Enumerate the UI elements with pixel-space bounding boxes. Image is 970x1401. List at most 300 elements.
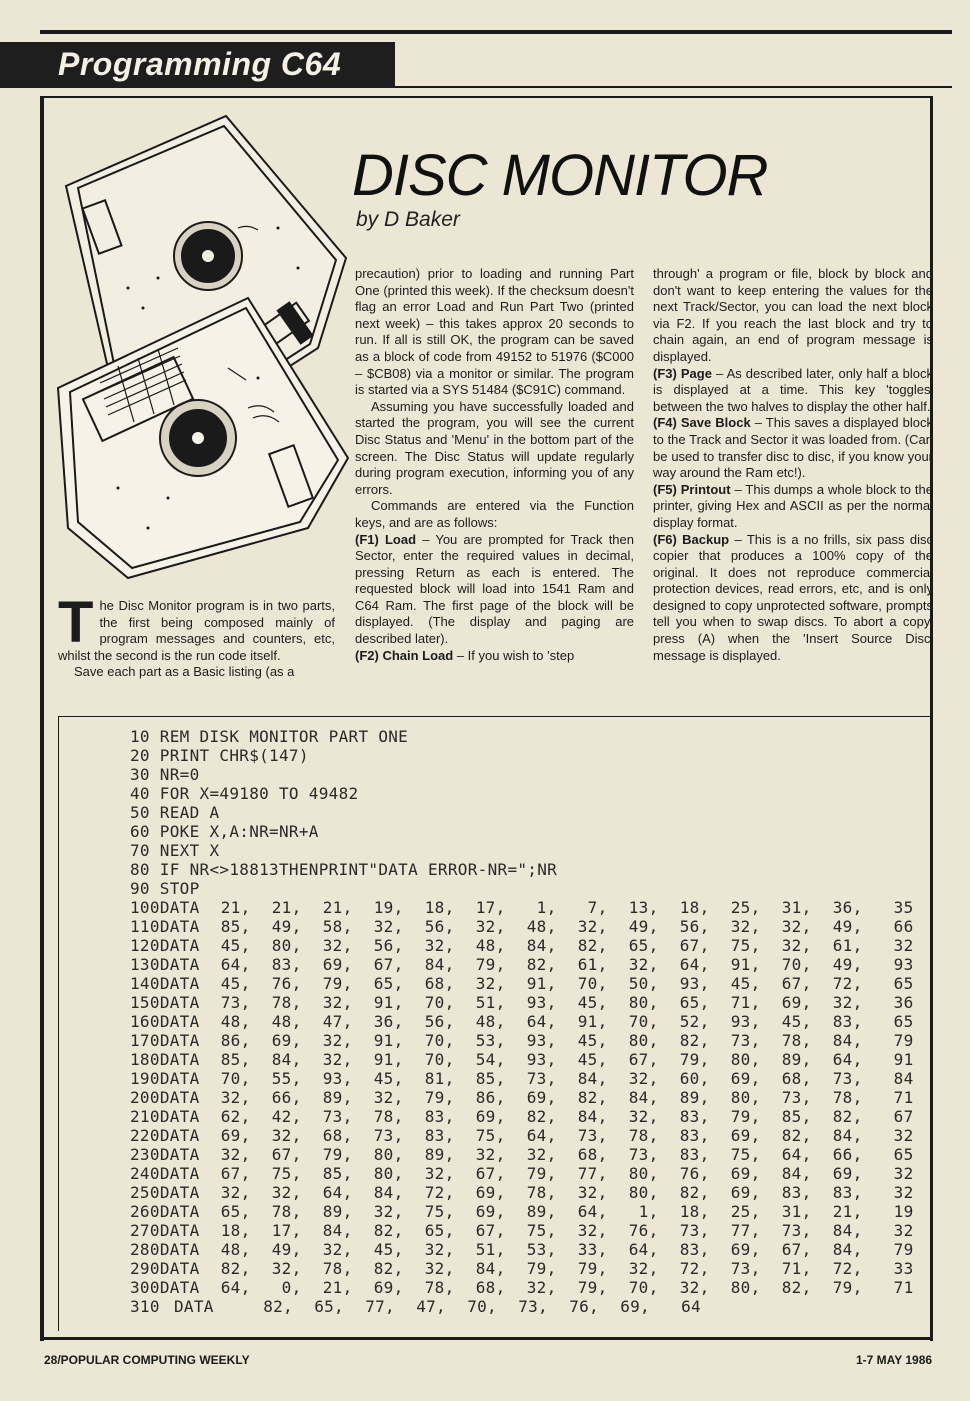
- data-value: 18,: [220, 1221, 251, 1240]
- data-value: 32,: [781, 917, 812, 936]
- data-value: 82,: [373, 1259, 404, 1278]
- line-number: 250: [130, 1183, 160, 1202]
- data-value: 49,: [628, 917, 659, 936]
- text-column-2: [355, 266, 634, 664]
- data-value: 68,: [781, 1069, 812, 1088]
- data-value: 85,: [220, 1050, 251, 1069]
- data-value: 65: [893, 1145, 914, 1164]
- command-desc: – This saves a displayed block to the Track and Sector it was loaded from. (Can be used to transfer disc to disc, if you know your way around the Ram etc!).: [653, 415, 933, 481]
- frame-left-rule: [40, 96, 44, 1341]
- data-line: [130, 955, 914, 974]
- top-rule: [40, 30, 952, 34]
- data-value: 17,: [271, 1221, 302, 1240]
- data-value: 73,: [577, 1126, 608, 1145]
- data-value: 69,: [730, 1126, 761, 1145]
- data-value: 52,: [679, 1012, 710, 1031]
- data-values: [200, 1145, 914, 1164]
- data-value: 73,: [781, 1088, 812, 1107]
- line-number: 200: [130, 1088, 160, 1107]
- data-value: 32,: [628, 1107, 659, 1126]
- data-value: 69,: [781, 993, 812, 1012]
- data-value: 73,: [781, 1221, 812, 1240]
- data-value: 67,: [781, 1240, 812, 1259]
- frame-top-rule: [40, 96, 933, 98]
- line-number: 210: [130, 1107, 160, 1126]
- data-value: 50,: [628, 974, 659, 993]
- data-value: 72,: [832, 974, 863, 993]
- data-value: 81,: [424, 1069, 455, 1088]
- data-value: 89,: [781, 1050, 812, 1069]
- line-number: 140: [130, 974, 160, 993]
- command-desc: – You are prompted for Track then Sector, enter the required values in decimal, pressing Return as each is entered. The requested block will load into 1541 Ram and C64 Ram. The first page of the block will be displayed. (The display and paging are described later).: [355, 531, 634, 647]
- data-value: 64,: [220, 1278, 251, 1297]
- data-keyword: DATA: [159, 1107, 200, 1126]
- command-f1: [355, 532, 634, 648]
- paragraph: precaution) prior to loading and running Part One (printed this week). If the checksum doesn't flag an error Load and Run Part Two (printed next week) – this takes approx 20 seconds to run. If all is still OK, the program can be saved as a block of code from 49152 to 51976 ($C000 – $CB08) via a monitor or similar. The program is started via a SYS 51484 ($C91C) command.: [355, 266, 634, 398]
- data-value: 69,: [832, 1164, 863, 1183]
- data-values: [200, 1126, 914, 1145]
- data-line: [130, 917, 914, 936]
- command-desc: – As described later, only half a block is displayed at a time. This key 'toggles' between the two halves to display the other half.: [653, 365, 934, 414]
- data-value: 73,: [220, 993, 251, 1012]
- data-value: 71,: [781, 1259, 812, 1278]
- data-value: 72,: [832, 1259, 863, 1278]
- data-value: 89,: [526, 1202, 557, 1221]
- data-keyword: DATA: [174, 1297, 214, 1316]
- data-values: [200, 955, 914, 974]
- data-value: 80,: [628, 1183, 659, 1202]
- data-value: 32,: [322, 1031, 353, 1050]
- data-value: 64,: [322, 1183, 353, 1202]
- command-f4: [653, 415, 933, 481]
- data-value: 93,: [526, 1050, 557, 1069]
- data-value: 42,: [271, 1107, 302, 1126]
- data-value: 69,: [730, 1183, 761, 1202]
- data-value: 1,: [536, 898, 557, 917]
- data-value: 83,: [424, 1126, 455, 1145]
- data-value: 70,: [577, 974, 608, 993]
- data-value: 83,: [679, 1126, 710, 1145]
- data-value: 55,: [271, 1069, 302, 1088]
- data-value: 21,: [322, 1278, 353, 1297]
- data-value: 32,: [628, 1069, 659, 1088]
- intro-paragraph: [58, 590, 335, 664]
- data-value: 61,: [832, 936, 863, 955]
- data-value: 67,: [679, 936, 710, 955]
- line-number: 310: [130, 1297, 160, 1316]
- paragraph: Assuming you have successfully loaded and started the program, you will see the current Disc Status and 'Menu' in the bottom part of the screen. The Disc Status will update regularly during program execution, informing you of any errors.: [355, 398, 634, 497]
- data-value: 65,: [424, 1221, 455, 1240]
- data-value: 32,: [322, 936, 353, 955]
- section-title: Programming C64: [58, 46, 342, 82]
- data-value: 32,: [628, 955, 659, 974]
- data-value: 84,: [628, 1088, 659, 1107]
- data-value: 32,: [220, 1088, 251, 1107]
- data-value: 82,: [781, 1126, 812, 1145]
- data-value: 91,: [373, 993, 404, 1012]
- footer-date: 1-7 MAY 1986: [856, 1353, 933, 1367]
- data-value: 82,: [679, 1183, 710, 1202]
- data-value: 36,: [832, 898, 863, 917]
- code-line: 70 NEXT X: [130, 841, 220, 860]
- command-key: (F5) Printout: [653, 481, 731, 497]
- data-value: 84,: [424, 955, 455, 974]
- data-value: 32: [893, 1221, 914, 1240]
- data-value: 80,: [271, 936, 302, 955]
- code-line: 20 PRINT CHR$(147): [130, 746, 309, 765]
- data-values: [200, 1183, 914, 1202]
- data-value: 91,: [373, 1050, 404, 1069]
- data-value: 84: [893, 1069, 914, 1088]
- data-value: 64,: [628, 1240, 659, 1259]
- line-number: 180: [130, 1050, 160, 1069]
- data-value: 32,: [526, 1145, 557, 1164]
- data-value: 32,: [832, 993, 863, 1012]
- data-value: 79,: [526, 1164, 557, 1183]
- data-value: 32: [893, 936, 914, 955]
- data-value: 93,: [526, 1031, 557, 1050]
- data-value: 32,: [220, 1183, 251, 1202]
- code-line: 60 POKE X,A:NR=NR+A: [130, 822, 319, 841]
- data-value: 32,: [475, 1145, 506, 1164]
- data-value: 56,: [424, 917, 455, 936]
- data-value: 45,: [730, 974, 761, 993]
- data-keyword: DATA: [159, 1278, 200, 1297]
- data-value: 32,: [424, 1164, 455, 1183]
- drop-cap: T: [58, 590, 94, 655]
- data-value: 79,: [832, 1278, 863, 1297]
- data-value: 48,: [271, 1012, 302, 1031]
- data-line: [130, 1126, 914, 1145]
- data-keyword: DATA: [159, 1221, 200, 1240]
- data-keyword: DATA: [159, 1050, 200, 1069]
- data-value: 70,: [424, 1050, 455, 1069]
- data-line: [130, 1088, 914, 1107]
- data-value: 32,: [373, 1088, 404, 1107]
- data-value: 67,: [628, 1050, 659, 1069]
- data-keyword: DATA: [159, 955, 200, 974]
- data-value: 86,: [475, 1088, 506, 1107]
- data-value: 32,: [373, 917, 404, 936]
- data-values: [200, 1107, 914, 1126]
- data-value: 70,: [628, 1278, 659, 1297]
- data-value: 79,: [577, 1278, 608, 1297]
- data-value: 21,: [220, 898, 251, 917]
- data-value: 73,: [526, 1069, 557, 1088]
- data-value: 45,: [220, 974, 251, 993]
- line-number: 100: [130, 898, 160, 917]
- command-key: (F1) Load: [355, 531, 417, 547]
- data-value: 45,: [577, 1050, 608, 1069]
- data-value: 45,: [577, 1031, 608, 1050]
- data-value: 85,: [475, 1069, 506, 1088]
- data-value: 49,: [832, 917, 863, 936]
- data-value: 36,: [373, 1012, 404, 1031]
- data-values: [200, 1069, 914, 1088]
- data-value: 18,: [679, 898, 710, 917]
- data-value: 73,: [628, 1145, 659, 1164]
- data-value: 79,: [322, 1145, 353, 1164]
- data-value: 82,: [220, 1259, 251, 1278]
- data-value: 69,: [730, 1164, 761, 1183]
- data-value: 80,: [628, 993, 659, 1012]
- data-value: 65,: [314, 1297, 344, 1316]
- data-statements: [130, 898, 914, 1316]
- data-value: 72,: [679, 1259, 710, 1278]
- data-values: [242, 1297, 701, 1316]
- data-value: 60,: [679, 1069, 710, 1088]
- data-value: 70,: [220, 1069, 251, 1088]
- data-value: 93,: [526, 993, 557, 1012]
- data-line: [130, 1183, 914, 1202]
- data-value: 73,: [679, 1221, 710, 1240]
- data-value: 32: [893, 1164, 914, 1183]
- line-number: 170: [130, 1031, 160, 1050]
- data-value: 78,: [526, 1183, 557, 1202]
- command-f3: [653, 366, 933, 416]
- data-value: 32,: [424, 1240, 455, 1259]
- data-value: 32,: [322, 1050, 353, 1069]
- data-value: 54,: [475, 1050, 506, 1069]
- data-value: 45,: [577, 993, 608, 1012]
- section-banner: [0, 42, 395, 88]
- data-value: 51,: [475, 1240, 506, 1259]
- data-value: 73,: [730, 1259, 761, 1278]
- data-value: 25,: [730, 1202, 761, 1221]
- data-value: 66,: [271, 1088, 302, 1107]
- command-key: (F3) Page: [653, 365, 712, 381]
- data-value: 48,: [220, 1240, 251, 1259]
- data-value: 21,: [271, 898, 302, 917]
- data-value: 68,: [475, 1278, 506, 1297]
- article-title: DISC MONITOR: [352, 143, 768, 208]
- data-values: [200, 1050, 914, 1069]
- data-value: 83,: [679, 1107, 710, 1126]
- data-value: 45,: [373, 1240, 404, 1259]
- text-column-3: [653, 266, 933, 664]
- data-value: 64,: [526, 1012, 557, 1031]
- data-value: 82,: [781, 1278, 812, 1297]
- data-value: 65,: [679, 993, 710, 1012]
- data-value: 68,: [322, 1126, 353, 1145]
- paragraph: Save each part as a Basic listing (as a: [74, 664, 295, 680]
- data-value: 83,: [679, 1240, 710, 1259]
- data-value: 69,: [475, 1107, 506, 1126]
- data-value: 61,: [577, 955, 608, 974]
- data-value: 64,: [832, 1050, 863, 1069]
- data-value: 48,: [475, 936, 506, 955]
- data-value: 83,: [832, 1183, 863, 1202]
- line-number: 260: [130, 1202, 160, 1221]
- data-value: 78,: [781, 1031, 812, 1050]
- data-value: 69,: [220, 1126, 251, 1145]
- data-value: 65: [893, 974, 914, 993]
- data-value: 36: [893, 993, 914, 1012]
- data-values: [200, 917, 914, 936]
- data-value: 21,: [832, 1202, 863, 1221]
- data-value: 84,: [475, 1259, 506, 1278]
- data-value: 82,: [263, 1297, 293, 1316]
- data-line: [130, 1012, 914, 1031]
- data-value: 32,: [220, 1145, 251, 1164]
- data-value: 70,: [424, 1031, 455, 1050]
- line-number: 120: [130, 936, 160, 955]
- command-f6: [653, 532, 933, 665]
- data-value: 32,: [424, 936, 455, 955]
- data-value: 68,: [424, 974, 455, 993]
- data-line: [130, 1240, 914, 1259]
- data-line: [130, 1031, 914, 1050]
- data-value: 82,: [832, 1107, 863, 1126]
- data-value: 70,: [467, 1297, 497, 1316]
- data-value: 71: [893, 1088, 914, 1107]
- data-value: 18,: [424, 898, 455, 917]
- line-number: 160: [130, 1012, 160, 1031]
- data-value: 66,: [832, 1145, 863, 1164]
- data-value: 80,: [628, 1031, 659, 1050]
- data-keyword: DATA: [159, 1183, 200, 1202]
- data-value: 93,: [730, 1012, 761, 1031]
- command-desc: – This dumps a whole block to the printer, giving Hex and ASCII as per the normal display format.: [653, 481, 933, 530]
- data-value: 62,: [220, 1107, 251, 1126]
- data-value: 69,: [620, 1297, 650, 1316]
- data-value: 84,: [526, 936, 557, 955]
- text-column-1: [58, 590, 335, 681]
- data-value: 75,: [730, 936, 761, 955]
- data-value: 1,: [638, 1202, 659, 1221]
- data-keyword: DATA: [159, 1031, 200, 1050]
- data-value: 31,: [781, 1202, 812, 1221]
- code-line: 80 IF NR<>18813THENPRINT"DATA ERROR-NR=";NR: [130, 860, 558, 879]
- data-value: 83,: [271, 955, 302, 974]
- data-value: 32,: [679, 1278, 710, 1297]
- data-value: 76,: [569, 1297, 599, 1316]
- data-value: 76,: [271, 974, 302, 993]
- data-value: 78,: [271, 1202, 302, 1221]
- data-value: 91: [893, 1050, 914, 1069]
- data-value: 82,: [526, 955, 557, 974]
- data-value: 45,: [781, 1012, 812, 1031]
- data-values: [200, 1202, 914, 1221]
- data-value: 79,: [475, 955, 506, 974]
- data-value: 82,: [577, 936, 608, 955]
- intro-text: he Disc Monitor program is in two parts, the first being composed mainly of program messages and counters, etc, whilst the second is the run code itself.: [58, 598, 335, 663]
- data-keyword: DATA: [159, 1240, 200, 1259]
- data-value: 77,: [577, 1164, 608, 1183]
- line-number: 110: [130, 917, 160, 936]
- data-value: 82,: [373, 1221, 404, 1240]
- data-keyword: DATA: [159, 936, 200, 955]
- data-value: 79,: [526, 1259, 557, 1278]
- data-value: 84,: [322, 1221, 353, 1240]
- line-number: 150: [130, 993, 160, 1012]
- data-value: 64,: [220, 955, 251, 974]
- data-value: 32,: [730, 917, 761, 936]
- data-value: 80,: [628, 1164, 659, 1183]
- data-value: 32,: [322, 993, 353, 1012]
- code-line: 10 REM DISK MONITOR PART ONE: [130, 727, 409, 746]
- data-value: 67,: [271, 1145, 302, 1164]
- data-value: 69,: [475, 1183, 506, 1202]
- data-value: 65,: [373, 974, 404, 993]
- frame-bottom-rule: [40, 1337, 933, 1340]
- data-value: 58,: [322, 917, 353, 936]
- data-value: 89,: [679, 1088, 710, 1107]
- data-values: [200, 1221, 914, 1240]
- data-value: 56,: [373, 936, 404, 955]
- data-value: 32,: [628, 1259, 659, 1278]
- data-value: 32,: [781, 936, 812, 955]
- data-value: 84,: [832, 1240, 863, 1259]
- data-line: [130, 993, 914, 1012]
- data-value: 85,: [220, 917, 251, 936]
- data-keyword: DATA: [159, 1012, 200, 1031]
- line-number: 230: [130, 1145, 160, 1164]
- data-value: 91,: [373, 1031, 404, 1050]
- data-value: 84,: [832, 1221, 863, 1240]
- command-f5: [653, 482, 933, 532]
- data-value: 75,: [526, 1221, 557, 1240]
- data-keyword: DATA: [159, 1145, 200, 1164]
- data-value: 82,: [679, 1031, 710, 1050]
- data-line: [130, 1278, 914, 1297]
- data-value: 53,: [526, 1240, 557, 1259]
- data-value: 71,: [730, 993, 761, 1012]
- data-value: 79,: [322, 974, 353, 993]
- data-value: 93: [893, 955, 914, 974]
- data-value: 32,: [475, 917, 506, 936]
- data-keyword: DATA: [159, 898, 200, 917]
- data-line: [130, 1107, 914, 1126]
- data-line: [130, 898, 914, 917]
- paragraph: Commands are entered via the Function keys, and are as follows:: [355, 498, 634, 530]
- data-value: 68,: [577, 1145, 608, 1164]
- data-value: 47,: [322, 1012, 353, 1031]
- data-value: 93,: [322, 1069, 353, 1088]
- data-line: [130, 1069, 914, 1088]
- data-value: 83,: [424, 1107, 455, 1126]
- data-value: 67,: [220, 1164, 251, 1183]
- data-value: 0,: [281, 1278, 302, 1297]
- data-line: [130, 974, 914, 993]
- data-value: 32,: [577, 917, 608, 936]
- data-value: 48,: [526, 917, 557, 936]
- data-value: 77,: [730, 1221, 761, 1240]
- command-key: (F6) Backup: [653, 531, 730, 547]
- data-value: 80,: [373, 1145, 404, 1164]
- data-value: 64,: [526, 1126, 557, 1145]
- data-value: 84,: [781, 1164, 812, 1183]
- data-value: 80,: [730, 1088, 761, 1107]
- data-value: 85,: [781, 1107, 812, 1126]
- data-value: 49,: [271, 917, 302, 936]
- data-line: [130, 1145, 914, 1164]
- data-value: 67,: [373, 955, 404, 974]
- data-value: 32,: [271, 1183, 302, 1202]
- data-value: 32,: [526, 1278, 557, 1297]
- data-value: 21,: [322, 898, 353, 917]
- data-line: [130, 1202, 914, 1221]
- data-value: 18,: [679, 1202, 710, 1221]
- data-value: 64,: [577, 1202, 608, 1221]
- data-line: [130, 1297, 890, 1316]
- data-value: 78,: [271, 993, 302, 1012]
- data-value: 84,: [832, 1031, 863, 1050]
- data-value: 78,: [832, 1088, 863, 1107]
- data-value: 75,: [424, 1202, 455, 1221]
- data-keyword: DATA: [159, 1088, 200, 1107]
- data-keyword: DATA: [159, 1126, 200, 1145]
